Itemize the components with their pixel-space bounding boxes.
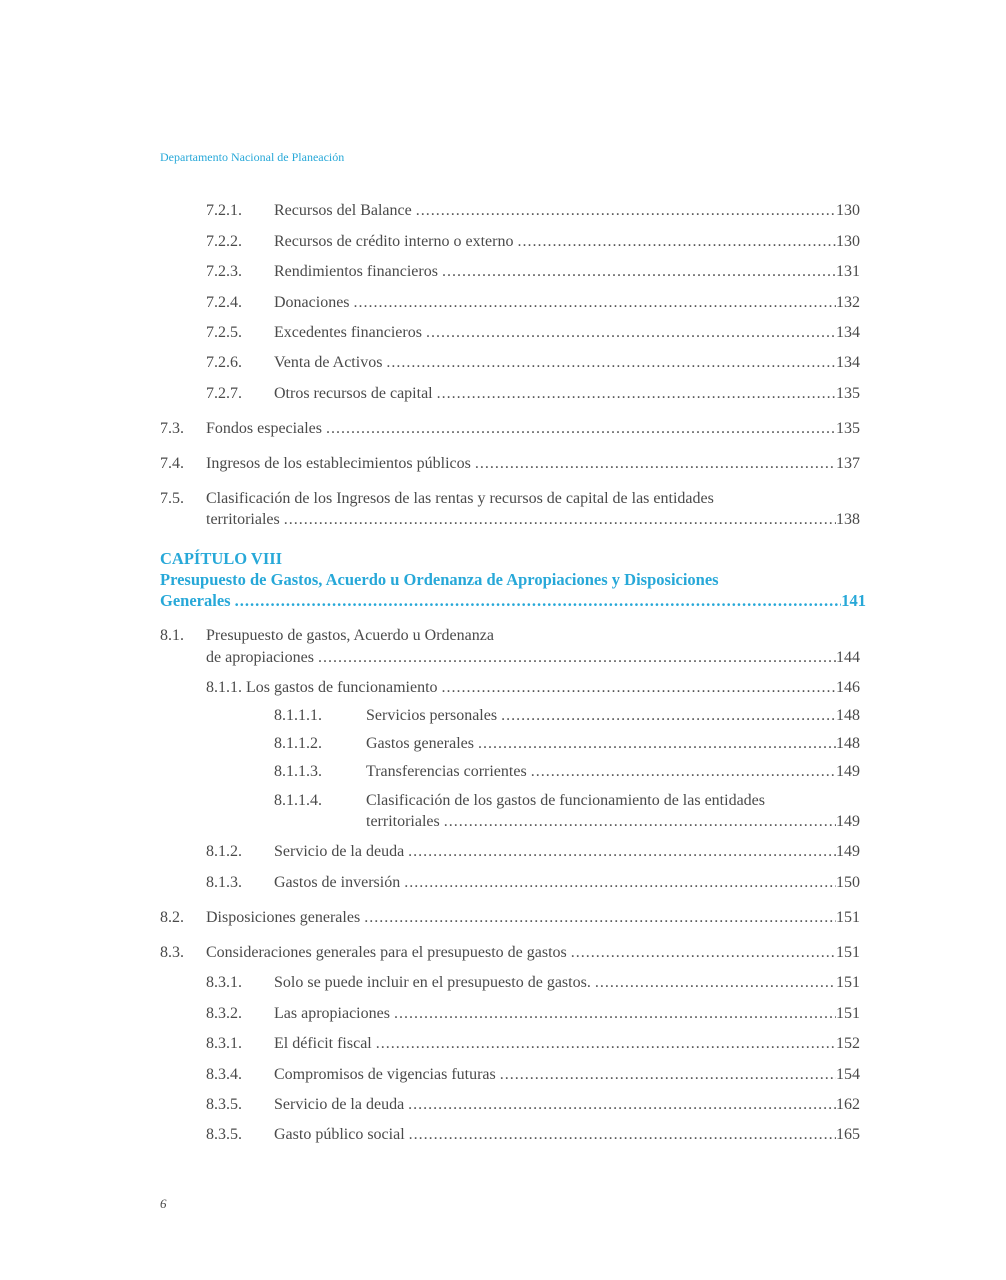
toc-page: 144 [836, 649, 860, 666]
toc-number: 7.2.6. [206, 354, 242, 371]
toc-number: 8.3. [160, 944, 184, 961]
chapter-page: 141 [841, 591, 866, 610]
toc-number: 8.1.1.4. [274, 792, 322, 809]
leader-dots [426, 322, 836, 344]
leader-dots [437, 383, 836, 405]
toc-page: 165 [836, 1126, 860, 1143]
toc-number: 7.2.3. [206, 263, 242, 280]
toc-page: 132 [836, 294, 860, 311]
leader-dots [408, 1094, 836, 1116]
leader-dots [404, 872, 836, 894]
toc-page: 151 [836, 909, 860, 926]
leader-dots [478, 733, 836, 755]
toc-page: 148 [836, 735, 860, 752]
leader-dots [571, 942, 836, 964]
toc-title: Servicios personales [366, 707, 498, 724]
leader-dots [284, 509, 836, 531]
toc-number: 7.4. [160, 455, 184, 472]
toc-number: 8.1.1.3. [274, 763, 322, 780]
leader-dots [442, 677, 836, 699]
toc-title: Consideraciones generales para el presupuesto de gastos [206, 944, 567, 961]
toc-title: Compromisos de vigencias futuras [274, 1066, 496, 1083]
toc-number: 8.2. [160, 909, 184, 926]
toc-page: 130 [836, 202, 860, 219]
leader-dots [408, 841, 836, 863]
toc-page: 150 [836, 874, 860, 891]
toc-title: 8.1.1. Los gastos de funcionamiento [206, 679, 438, 696]
toc-title: Clasificación de los gastos de funcionamiento de las entidades [366, 792, 765, 809]
toc-number: 7.2.4. [206, 294, 242, 311]
toc-page: 131 [836, 263, 860, 280]
leader-dots [531, 761, 836, 783]
toc-page: 134 [836, 324, 860, 341]
toc-page: 137 [836, 455, 860, 472]
chapter-title: Presupuesto de Gastos, Acuerdo u Ordenanza de Apropiaciones y Disposiciones [160, 570, 719, 589]
leader-dots [364, 907, 836, 929]
toc-number: 7.2.5. [206, 324, 242, 341]
running-header: Departamento Nacional de Planeación [160, 150, 345, 164]
toc-title: Clasificación de los Ingresos de las rentas y recursos de capital de las entidades [206, 490, 714, 507]
toc-number: 8.1.1.1. [274, 707, 322, 724]
toc-page: 162 [836, 1096, 860, 1113]
leader-dots [416, 200, 836, 222]
leader-dots [500, 1064, 836, 1086]
toc-page: 130 [836, 233, 860, 250]
toc-number: 8.1.1.2. [274, 735, 322, 752]
toc-number: 7.3. [160, 420, 184, 437]
toc-title: Gasto público social [274, 1126, 405, 1143]
toc-page: 151 [836, 974, 860, 991]
toc-number: 7.5. [160, 490, 184, 507]
toc-number: 8.1. [160, 627, 184, 644]
toc-title-cont: territoriales [206, 511, 280, 528]
toc-title: Gastos generales [366, 735, 474, 752]
toc-title: Las apropiaciones [274, 1005, 390, 1022]
leader-dots [235, 590, 842, 612]
toc-page: 154 [836, 1066, 860, 1083]
toc-number: 7.2.7. [206, 385, 242, 402]
toc-page: 149 [836, 843, 860, 860]
toc-number: 8.3.4. [206, 1066, 242, 1083]
toc-number: 8.3.1. [206, 1035, 242, 1052]
toc-title: Venta de Activos [274, 354, 383, 371]
toc-number: 8.1.3. [206, 874, 242, 891]
leader-dots [442, 261, 836, 283]
toc-title: Transferencias corrientes [366, 763, 527, 780]
toc-page: 148 [836, 707, 860, 724]
toc-title: Donaciones [274, 294, 350, 311]
leader-dots [444, 811, 836, 833]
leader-dots [326, 418, 836, 440]
toc-title: Servicio de la deuda [274, 1096, 405, 1113]
toc-number: 8.3.5. [206, 1096, 242, 1113]
leader-dots [354, 292, 836, 314]
toc-title: Fondos especiales [206, 420, 322, 437]
toc-title: Rendimientos financieros [274, 263, 438, 280]
toc-title: El déficit fiscal [274, 1035, 372, 1052]
toc-number: 8.1.2. [206, 843, 242, 860]
toc-title: Solo se puede incluir en el presupuesto de gastos. [274, 974, 591, 991]
toc-page: 151 [836, 944, 860, 961]
leader-dots [595, 972, 836, 994]
leader-dots [501, 705, 836, 727]
toc-title-cont: territoriales [366, 813, 440, 830]
toc-title: Ingresos de los establecimientos públicos [206, 455, 471, 472]
toc-page: 146 [836, 679, 860, 696]
toc-page: 152 [836, 1035, 860, 1052]
toc-title: Gastos de inversión [274, 874, 401, 891]
toc-number: 8.3.1. [206, 974, 242, 991]
chapter-label: CAPÍTULO VIII [160, 549, 283, 568]
toc-page: 134 [836, 354, 860, 371]
leader-dots [409, 1124, 836, 1146]
leader-dots [386, 352, 836, 374]
toc-title-cont: de apropiaciones [206, 649, 314, 666]
toc-page: 151 [836, 1005, 860, 1022]
toc-title: Presupuesto de gastos, Acuerdo u Ordenanza [206, 627, 494, 644]
leader-dots [318, 647, 836, 669]
toc-title: Otros recursos de capital [274, 385, 433, 402]
leader-dots [475, 453, 836, 475]
leader-dots [517, 231, 836, 253]
toc-page: 135 [836, 385, 860, 402]
toc-number: 7.2.2. [206, 233, 242, 250]
toc-title: Disposiciones generales [206, 909, 361, 926]
toc-page: 138 [836, 511, 860, 528]
toc-page: 149 [836, 813, 860, 830]
chapter-title-cont: Generales [160, 591, 231, 610]
toc-title: Recursos de crédito interno o externo [274, 233, 514, 250]
toc-page: 149 [836, 763, 860, 780]
page-number: 6 [160, 1196, 167, 1211]
toc-number: 7.2.1. [206, 202, 242, 219]
toc-number: 8.3.2. [206, 1005, 242, 1022]
toc-page: 135 [836, 420, 860, 437]
toc-title: Recursos del Balance [274, 202, 412, 219]
toc-title: Excedentes financieros [274, 324, 422, 341]
toc-number: 8.3.5. [206, 1126, 242, 1143]
leader-dots [376, 1033, 836, 1055]
toc-title: Servicio de la deuda [274, 843, 405, 860]
leader-dots [394, 1003, 836, 1025]
